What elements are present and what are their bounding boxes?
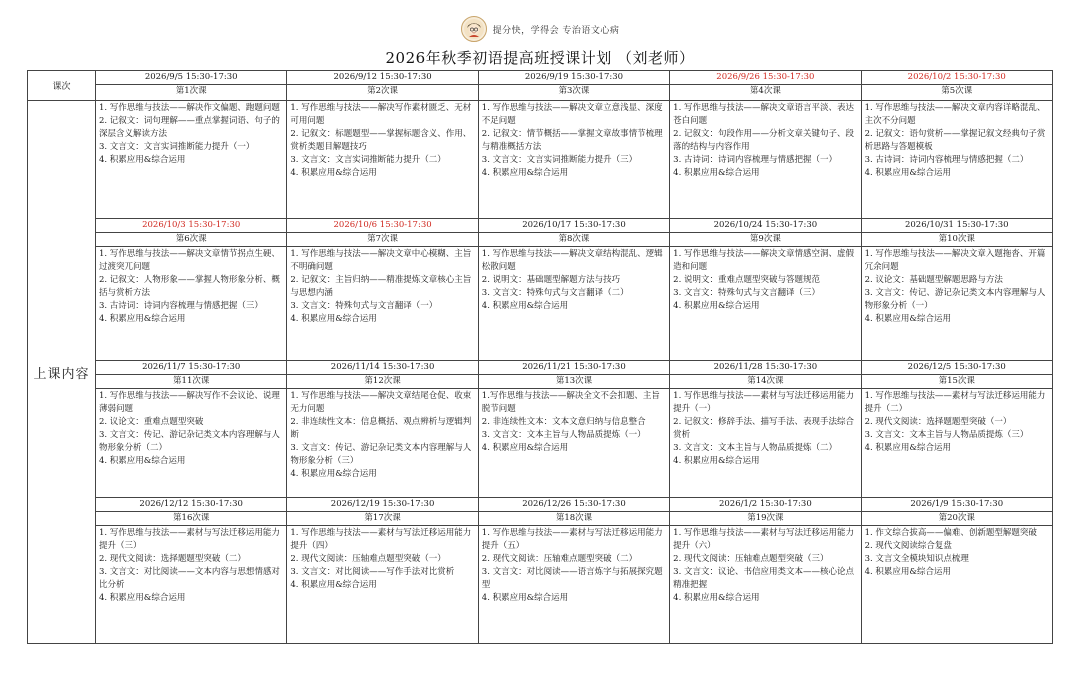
lesson-header — [861, 71, 1052, 101]
lesson-date: 2026/12/5 15:30-17:30 — [862, 361, 1052, 375]
lesson-topic: 4. 积累应用&综合运用 — [99, 593, 186, 603]
lesson-number: 第4次课 — [749, 86, 781, 96]
lesson-topic: 4. 积累应用&综合运用 — [481, 593, 569, 603]
lesson-topic: 4. 积累应用&综合运用 — [864, 567, 951, 577]
lesson-header — [479, 361, 669, 389]
lesson-topic: 1. 作文综合拔高——偏难、创新题型解题突破 — [864, 528, 1037, 538]
lesson-cell — [287, 361, 478, 498]
lesson-cell — [670, 219, 861, 361]
lesson-topic: 2. 记叙文：主旨归纳——精准提炼文章核心主旨与思想内涵 — [290, 275, 472, 298]
lesson-date: 2026/9/26 15:30-17:30 — [670, 72, 860, 85]
lesson-topic: 4. 积累应用&综合运用 — [864, 168, 951, 178]
lesson-date: 2026/1/9 15:30-17:30 — [862, 498, 1052, 512]
lesson-topic: 1. 写作思维与技法——素材与写法迁移运用能力提升（一） — [673, 391, 854, 414]
lesson-content — [479, 389, 669, 457]
lesson-topic: 2. 说明文：重难点题型突破与答题规范 — [673, 275, 820, 285]
lesson-number: 第10次课 — [862, 233, 1052, 247]
lesson-content — [479, 526, 669, 607]
lesson-header — [862, 219, 1052, 247]
lesson-date: 2026/11/7 15:30-17:30 — [96, 361, 286, 375]
lesson-topic: 1. 写作思维与技法——素材与写法迁移运用能力提升（三） — [99, 528, 280, 551]
lesson-topic: 3. 文言文：文言实词推断能力提升（二） — [290, 155, 446, 165]
lesson-topic: 1. 写作思维与技法——素材与写法迁移运用能力提升（四） — [290, 528, 472, 551]
lesson-topic: 1. 写作思维与技法——素材与写法迁移运用能力提升（六） — [673, 528, 854, 551]
lesson-content — [96, 389, 286, 470]
lesson-cell — [96, 361, 287, 498]
lesson-date: 2026/10/17 15:30-17:30 — [479, 219, 669, 233]
lesson-header — [96, 498, 286, 526]
lesson-topic: 3. 文言文：文言实词推断能力提升（一） — [99, 142, 255, 152]
lesson-date: 2026/10/6 15:30-17:30 — [287, 219, 477, 233]
lesson-topic: 2. 现代文阅读：压轴难点题型突破（二） — [481, 554, 638, 564]
lesson-cell — [861, 101, 1052, 219]
lesson-cell — [287, 101, 478, 219]
lesson-schedule-table — [27, 70, 1053, 644]
lesson-content — [862, 101, 1052, 182]
lesson-topic: 4. 积累应用&综合运用 — [673, 301, 760, 311]
page-header — [0, 14, 1080, 44]
lesson-cell — [861, 361, 1052, 498]
lesson-topic: 3. 文言文：文本主旨与人物品质提炼（一） — [481, 430, 646, 440]
lesson-topic: 1. 写作思维与技法——解决文章立意浅显、深度不足问题 — [481, 103, 663, 126]
lesson-date: 2026/12/26 15:30-17:30 — [479, 498, 669, 512]
lesson-header — [96, 219, 286, 247]
row-header-lesson-number: 课次 — [28, 71, 96, 101]
lesson-topic: 3. 古诗词：诗词内容梳理与情感把握（二） — [864, 155, 1029, 165]
lesson-header — [862, 361, 1052, 389]
lesson-content — [670, 101, 860, 182]
lesson-topic: 1. 写作思维与技法——解决文章内容详略混乱、主次不分问题 — [864, 103, 1046, 126]
lesson-number: 第17次课 — [287, 512, 477, 526]
lesson-number: 第12次课 — [287, 375, 477, 389]
lesson-cell — [478, 101, 669, 219]
lesson-topic: 4. 积累应用&综合运用 — [290, 168, 377, 178]
lesson-topic: 2. 记叙文：句段作用——分析文章关键句子、段落的结构与内容作用 — [673, 129, 854, 152]
lesson-topic: 2. 记叙文：词句理解——重点掌握词语、句子的深层含义解读方法 — [99, 116, 280, 139]
lesson-content — [862, 389, 1052, 457]
lesson-topic: 1. 写作思维与技法——解决文章结尾仓促、收束无力问题 — [290, 391, 472, 414]
slogan: 提分快，学得会 专治语文心病 — [492, 25, 620, 36]
lesson-header — [670, 219, 860, 247]
lesson-header — [670, 71, 861, 101]
lesson-topic: 4. 积累应用&综合运用 — [99, 155, 186, 165]
lesson-topic: 3. 文言文：对比阅读——写作手法对比赏析 — [290, 567, 455, 577]
lesson-date: 2026/12/19 15:30-17:30 — [287, 498, 477, 512]
lesson-date: 2026/10/24 15:30-17:30 — [670, 219, 860, 233]
lesson-topic: 3. 古诗词：诗词内容梳理与情感把握（一） — [673, 155, 837, 165]
lesson-content — [670, 247, 860, 315]
lesson-cell — [478, 498, 669, 644]
lesson-number: 第7次课 — [287, 233, 477, 247]
lesson-topic: 4. 积累应用&综合运用 — [864, 443, 951, 453]
lesson-header — [479, 219, 669, 247]
lesson-cell — [287, 498, 478, 644]
lesson-topic: 1. 写作思维与技法——解决文章入题拖沓、开篇冗余问题 — [864, 249, 1046, 272]
lesson-topic: 3. 文言文：议论、书信应用类文本——核心论点精准把握 — [673, 567, 854, 590]
lesson-topic: 2. 记叙文：修辞手法、描写手法、表现手法综合赏析 — [673, 417, 854, 440]
lesson-number: 第8次课 — [479, 233, 669, 247]
lesson-topic: 2. 非连续性文本：文本文意归纳与信息整合 — [481, 417, 646, 427]
lesson-topic: 2. 现代文阅读：压轴难点题型突破（一） — [290, 554, 446, 564]
lesson-content — [96, 101, 286, 169]
lesson-topic: 2. 现代文阅读：压轴难点题型突破（三） — [673, 554, 829, 564]
lesson-date: 2026/10/2 15:30-17:30 — [862, 72, 1052, 85]
lesson-date: 2026/11/21 15:30-17:30 — [479, 361, 669, 375]
lesson-content — [862, 526, 1052, 581]
lesson-topic: 2. 现代文阅读综合复盘 — [864, 541, 952, 551]
lesson-topic: 2. 议论文：基础题型解题思路与方法 — [864, 275, 1003, 285]
lesson-cell — [861, 498, 1052, 644]
lesson-date: 2026/11/14 15:30-17:30 — [287, 361, 477, 375]
lesson-number: 第16次课 — [96, 512, 286, 526]
teacher-avatar-logo — [461, 16, 487, 42]
lesson-date: 2026/11/28 15:30-17:30 — [670, 361, 860, 375]
lesson-topic: 4. 积累应用&综合运用 — [290, 469, 377, 479]
lesson-topic: 1. 写作思维与技法——解决文章情节拐点生硬、过渡突兀问题 — [99, 249, 280, 272]
lesson-topic: 3. 古诗词：诗词内容梳理与情感把握（三） — [99, 301, 263, 311]
lesson-header — [670, 498, 860, 526]
lesson-cell — [96, 498, 287, 644]
lesson-cell — [861, 219, 1052, 361]
lesson-cell — [96, 101, 287, 219]
lesson-header — [478, 71, 669, 101]
lesson-topic: 3. 文言文：传记、游记杂记类文本内容理解与人物形象分析（一） — [864, 288, 1046, 311]
lesson-topic: 4. 积累应用&综合运用 — [290, 314, 377, 324]
lesson-topic: 3. 文言文：文本主旨与人物品质提炼（二） — [673, 443, 837, 453]
lesson-date: 2026/10/31 15:30-17:30 — [862, 219, 1052, 233]
lesson-topic: 3. 文言文：文言实词推断能力提升（三） — [481, 155, 638, 165]
lesson-date: 2026/9/19 15:30-17:30 — [479, 72, 669, 85]
lesson-number: 第18次课 — [479, 512, 669, 526]
lesson-topic: 2. 现代文阅读：选择题题型突破（一） — [864, 417, 1012, 427]
lesson-number: 第9次课 — [670, 233, 860, 247]
lesson-topic: 1. 写作思维与技法——解决文章结构混乱、逻辑松散问题 — [481, 249, 663, 272]
lesson-topic: 4. 积累应用&综合运用 — [290, 580, 377, 590]
lesson-content — [479, 101, 669, 182]
lesson-topic: 3. 文言文全模块知识点梳理 — [864, 554, 969, 564]
lesson-topic: 2. 记叙文：标题题型——掌握标题含义、作用、赏析类题目解题技巧 — [290, 129, 472, 152]
lesson-content — [670, 389, 860, 470]
lesson-topic: 2. 非连续性文本：信息概括、观点辨析与逻辑判断 — [290, 417, 472, 440]
lesson-topic: 3. 文言文：对比阅读——语言炼字与拓展探究题型 — [481, 567, 663, 590]
lesson-topic: 3. 文言文：特殊句式与文言翻译（一） — [290, 301, 438, 311]
lesson-header — [287, 71, 478, 101]
lesson-content — [670, 526, 860, 607]
lesson-topic: 4. 积累应用&综合运用 — [673, 168, 760, 178]
lesson-topic: 2. 现代文阅读：选择题题型突破（二） — [99, 554, 246, 564]
lesson-cell — [96, 219, 287, 361]
lesson-topic: 1. 写作思维与技法——素材与写法迁移运用能力提升（二） — [864, 391, 1046, 414]
lesson-header — [287, 219, 477, 247]
lesson-topic: 3. 文言文：传记、游记杂记类文本内容理解与人物形象分析（二） — [99, 430, 280, 453]
lesson-content — [287, 389, 477, 483]
lesson-topic: 4. 积累应用&综合运用 — [99, 314, 186, 324]
lesson-topic: 2. 记叙文：情节概括——掌握文章故事情节梳理与精准概括方法 — [481, 129, 663, 152]
lesson-topic: 4. 积累应用&综合运用 — [481, 443, 569, 453]
lesson-content — [96, 247, 286, 328]
lesson-topic: 3. 文言文：文本主旨与人物品质提炼（三） — [864, 430, 1029, 440]
lesson-topic: 3. 文言文：传记、游记杂记类文本内容理解与人物形象分析（三） — [290, 443, 472, 466]
lesson-header — [287, 498, 477, 526]
lesson-topic: 2. 议论文：重难点题型突破 — [99, 417, 204, 427]
lesson-header — [479, 498, 669, 526]
lesson-cell — [478, 219, 669, 361]
lesson-topic: 4. 积累应用&综合运用 — [99, 456, 186, 466]
lesson-cell — [670, 101, 861, 219]
lesson-topic: 3. 文言文：对比阅读——文本内容与思想情感对比分析 — [99, 567, 280, 590]
lesson-number: 第6次课 — [96, 233, 286, 247]
lesson-topic: 2. 说明文：基础题型解题方法与技巧 — [481, 275, 621, 285]
lesson-content — [862, 247, 1052, 328]
lesson-date: 2026/9/12 15:30-17:30 — [287, 72, 477, 85]
lesson-cell — [478, 361, 669, 498]
lesson-topic: 1. 写作思维与技法——解决文章情感空洞、虚假造和问题 — [673, 249, 854, 272]
row-header-content: 上课内容 — [28, 101, 96, 644]
lesson-topic: 1. 写作思维与技法——解决写作不会议论、说理薄弱问题 — [99, 391, 280, 414]
lesson-number: 第11次课 — [96, 375, 286, 389]
page-title: 2026年秋季初语提高班授课计划 （刘老师） — [385, 49, 695, 67]
lesson-topic: 4. 积累应用&综合运用 — [864, 314, 951, 324]
lesson-number: 第2次课 — [367, 86, 399, 96]
lesson-topic: 1. 写作思维与技法——解决写作素材匮乏、无材可用问题 — [290, 103, 472, 126]
lesson-cell — [670, 498, 861, 644]
lesson-content — [287, 526, 477, 594]
lesson-topic: 3. 文言文：特殊句式与文言翻译（二） — [481, 288, 629, 298]
lesson-header — [670, 361, 860, 389]
lesson-number: 第20次课 — [862, 512, 1052, 526]
lesson-cell — [670, 361, 861, 498]
lesson-content — [96, 526, 286, 607]
lesson-topic: 4. 积累应用&综合运用 — [673, 593, 760, 603]
lesson-cell — [287, 219, 478, 361]
lesson-topic: 1.写作思维与技法——解决全文不会扣题、主旨脱节问题 — [481, 391, 660, 414]
lesson-number: 第1次课 — [175, 86, 207, 96]
lesson-header — [287, 361, 477, 389]
avatar-icon — [463, 18, 485, 40]
lesson-topic: 4. 积累应用&综合运用 — [481, 301, 569, 311]
lesson-content — [287, 247, 477, 328]
lesson-number: 第13次课 — [479, 375, 669, 389]
lesson-number: 第14次课 — [670, 375, 860, 389]
lesson-topic: 1. 写作思维与技法——解决文章中心模糊、主旨不明确问题 — [290, 249, 472, 272]
lesson-topic: 2. 记叙文：语句赏析——掌握记叙文经典句子赏析思路与答题模板 — [864, 129, 1046, 152]
lesson-number: 第3次课 — [558, 86, 590, 96]
lesson-topic: 1. 写作思维与技法——解决文章语言平淡、表达苍白问题 — [673, 103, 854, 126]
lesson-header — [862, 498, 1052, 526]
lesson-number: 第5次课 — [941, 86, 973, 96]
lesson-header — [96, 361, 286, 389]
lesson-date: 2026/1/2 15:30-17:30 — [670, 498, 860, 512]
lesson-date: 2026/9/5 15:30-17:30 — [96, 72, 286, 85]
lesson-content — [479, 247, 669, 315]
lesson-topic: 1. 写作思维与技法——解决作文偏题、跑题问题 — [99, 103, 280, 113]
lesson-topic: 4. 积累应用&综合运用 — [673, 456, 760, 466]
lesson-date: 2026/10/3 15:30-17:30 — [96, 219, 286, 233]
lesson-number: 第19次课 — [670, 512, 860, 526]
lesson-topic: 3. 文言文：特殊句式与文言翻译（三） — [673, 288, 820, 298]
lesson-content — [287, 101, 477, 182]
lesson-header — [96, 71, 287, 101]
lesson-date: 2026/12/12 15:30-17:30 — [96, 498, 286, 512]
lesson-topic: 1. 写作思维与技法——素材与写法迁移运用能力提升（五） — [481, 528, 663, 551]
lesson-topic: 4. 积累应用&综合运用 — [481, 168, 569, 178]
lesson-topic: 2. 记叙文：人物形象——掌握人物形象分析、概括与赏析方法 — [99, 275, 280, 298]
lesson-number: 第15次课 — [862, 375, 1052, 389]
